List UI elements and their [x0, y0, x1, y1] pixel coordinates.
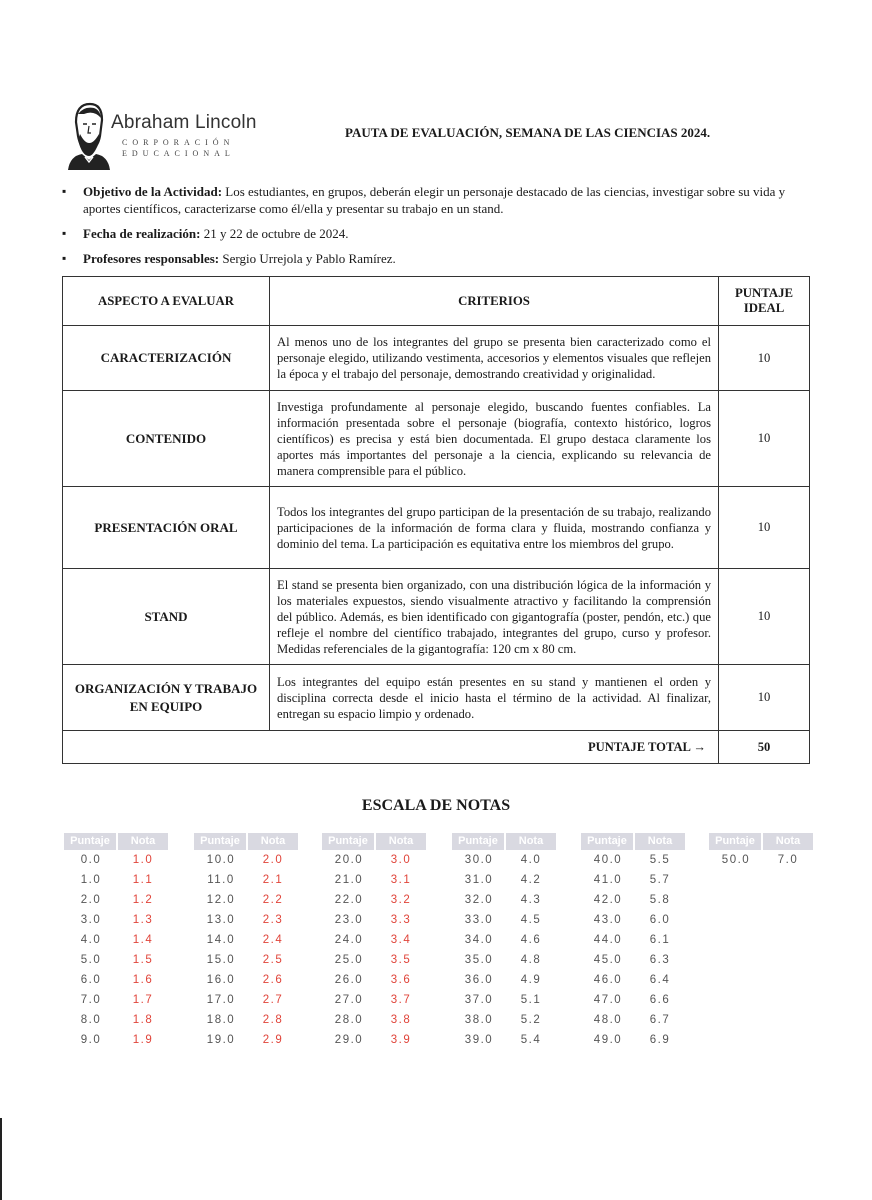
scale-row — [452, 850, 562, 870]
scale-nota: 4.5 — [520, 914, 542, 926]
table-row — [63, 569, 810, 665]
scale-puntaje: 50.0 — [721, 854, 751, 866]
scale-row — [581, 1030, 691, 1050]
scale-row — [322, 970, 432, 990]
scale-puntaje: 47.0 — [593, 994, 623, 1006]
scale-header-puntaje: Puntaje — [581, 833, 633, 850]
scale-nota: 3.5 — [390, 954, 412, 966]
scale-puntaje: 33.0 — [464, 914, 494, 926]
teachers-bullet — [62, 250, 812, 267]
total-label: PUNTAJE TOTAL → — [63, 731, 719, 764]
scale-puntaje: 19.0 — [206, 1034, 236, 1046]
bullet-text: Sergio Urrejola y Pablo Ramírez. — [219, 251, 396, 266]
scale-row — [194, 890, 304, 910]
scale-row — [581, 990, 691, 1010]
scale-puntaje: 23.0 — [334, 914, 364, 926]
scale-puntaje: 10.0 — [206, 854, 236, 866]
table-row — [63, 326, 810, 391]
scale-puntaje: 38.0 — [464, 1014, 494, 1026]
scale-row — [194, 1010, 304, 1030]
scale-nota: 1.3 — [132, 914, 154, 926]
scale-column — [709, 833, 819, 870]
scale-row — [581, 930, 691, 950]
scale-puntaje: 37.0 — [464, 994, 494, 1006]
scale-row — [322, 990, 432, 1010]
scale-row — [322, 890, 432, 910]
scale-puntaje: 27.0 — [334, 994, 364, 1006]
bullet-label: Fecha de realización: — [83, 226, 201, 241]
scale-nota: 3.6 — [390, 974, 412, 986]
scale-row — [452, 910, 562, 930]
scale-puntaje: 39.0 — [464, 1034, 494, 1046]
bullet-label: Profesores responsables: — [83, 251, 220, 266]
scale-nota: 3.3 — [390, 914, 412, 926]
document-title: PAUTA DE EVALUACIÓN, SEMANA DE LAS CIENCIAS 2024. — [345, 125, 711, 140]
scale-row — [64, 990, 174, 1010]
scale-header-puntaje: Puntaje — [322, 833, 374, 850]
scale-row — [64, 1010, 174, 1030]
scale-nota: 1.2 — [132, 894, 154, 906]
scale-row — [194, 990, 304, 1010]
scale-row — [194, 970, 304, 990]
activity-info — [62, 183, 812, 275]
scale-nota: 3.4 — [390, 934, 412, 946]
scale-row — [194, 870, 304, 890]
scale-puntaje: 25.0 — [334, 954, 364, 966]
scale-header — [322, 833, 432, 850]
scale-row — [194, 1030, 304, 1050]
scale-row — [64, 910, 174, 930]
scale-puntaje: 18.0 — [206, 1014, 236, 1026]
scale-puntaje: 49.0 — [593, 1034, 623, 1046]
scale-row — [64, 890, 174, 910]
table-row — [63, 391, 810, 487]
scale-puntaje: 0.0 — [80, 854, 102, 866]
scale-nota: 5.2 — [520, 1014, 542, 1026]
scale-nota: 4.0 — [520, 854, 542, 866]
header-score: PUNTAJE IDEAL — [719, 277, 810, 326]
scale-puntaje: 41.0 — [593, 874, 623, 886]
scale-puntaje: 20.0 — [334, 854, 364, 866]
scale-column — [452, 833, 562, 1050]
scale-row — [452, 970, 562, 990]
header-aspect: ASPECTO A EVALUAR — [63, 277, 270, 326]
scale-puntaje: 45.0 — [593, 954, 623, 966]
scale-puntaje: 35.0 — [464, 954, 494, 966]
scale-nota: 2.1 — [262, 874, 284, 886]
scale-nota: 1.4 — [132, 934, 154, 946]
header-criteria: CRITERIOS — [270, 277, 719, 326]
scale-nota: 3.0 — [390, 854, 412, 866]
logo-subtitle-1: CORPORACIÓN — [122, 138, 235, 147]
scale-row — [581, 850, 691, 870]
scale-puntaje: 5.0 — [80, 954, 102, 966]
scale-row — [452, 950, 562, 970]
scale-nota: 2.6 — [262, 974, 284, 986]
bullet-text: Los estudiantes, en grupos, deberán elegir un personaje destacado de las ciencias, investigar sobre su vida y aportes científicos, caracterizarse como él/ella y presentar su trabajo en un stand. — [83, 184, 786, 216]
scale-nota: 1.8 — [132, 1014, 154, 1026]
scale-row — [322, 910, 432, 930]
aspect-cell: CARACTERIZACIÓN — [63, 326, 270, 391]
logo-name: Abraham Lincoln — [111, 112, 257, 133]
scale-puntaje: 34.0 — [464, 934, 494, 946]
scale-nota: 6.7 — [649, 1014, 671, 1026]
table-row — [63, 665, 810, 731]
scale-nota: 3.9 — [390, 1034, 412, 1046]
scale-puntaje: 21.0 — [334, 874, 364, 886]
score-cell: 10 — [719, 326, 810, 391]
aspect-cell: STAND — [63, 569, 270, 665]
lincoln-portrait-icon — [64, 100, 112, 172]
scale-puntaje: 24.0 — [334, 934, 364, 946]
scale-nota: 4.8 — [520, 954, 542, 966]
scale-row — [709, 850, 819, 870]
scale-row — [452, 1030, 562, 1050]
scale-header-puntaje: Puntaje — [194, 833, 246, 850]
scale-puntaje: 16.0 — [206, 974, 236, 986]
criteria-cell: El stand se presenta bien organizado, con una distribución lógica de la información y los materiales expuestos, siendo visualmente atractivo y facilitando la comprensión del público. Además, es bien identificado con gigantografía (poster, pendón, etc.) que refleje el nombre del científico trabajado, integrantes del grupo, curso y profesor. Medidas referenciales de la gigantografía: 120 cm x 80 cm. — [270, 569, 719, 665]
scale-puntaje: 7.0 — [80, 994, 102, 1006]
scale-row — [64, 950, 174, 970]
scale-nota: 6.4 — [649, 974, 671, 986]
scale-row — [64, 850, 174, 870]
scale-nota: 1.6 — [132, 974, 154, 986]
scale-nota: 6.6 — [649, 994, 671, 1006]
scale-nota: 2.4 — [262, 934, 284, 946]
scale-nota: 1.7 — [132, 994, 154, 1006]
scale-nota: 2.5 — [262, 954, 284, 966]
scale-column — [322, 833, 432, 1050]
scale-nota: 3.8 — [390, 1014, 412, 1026]
scale-nota: 1.0 — [132, 854, 154, 866]
score-cell: 10 — [719, 487, 810, 569]
table-row — [63, 487, 810, 569]
scale-puntaje: 8.0 — [80, 1014, 102, 1026]
scale-row — [452, 870, 562, 890]
scale-puntaje: 40.0 — [593, 854, 623, 866]
bullet-text: 21 y 22 de octubre de 2024. — [200, 226, 349, 241]
scale-column — [194, 833, 304, 1050]
scale-row — [322, 1010, 432, 1030]
scale-nota: 1.9 — [132, 1034, 154, 1046]
scale-nota: 5.4 — [520, 1034, 542, 1046]
scale-nota: 5.1 — [520, 994, 542, 1006]
scale-row — [322, 870, 432, 890]
scale-nota: 7.0 — [777, 854, 799, 866]
scale-puntaje: 30.0 — [464, 854, 494, 866]
scale-nota: 6.0 — [649, 914, 671, 926]
scale-nota: 2.9 — [262, 1034, 284, 1046]
scale-row — [194, 910, 304, 930]
scan-margin-line — [0, 1118, 2, 1200]
scale-row — [452, 990, 562, 1010]
scale-nota: 2.0 — [262, 854, 284, 866]
scale-puntaje: 32.0 — [464, 894, 494, 906]
scale-header — [194, 833, 304, 850]
scale-row — [194, 930, 304, 950]
school-logo — [64, 100, 264, 172]
scale-row — [581, 950, 691, 970]
scale-puntaje: 9.0 — [80, 1034, 102, 1046]
scale-nota: 6.3 — [649, 954, 671, 966]
scale-nota: 5.8 — [649, 894, 671, 906]
scale-title: ESCALA DE NOTAS — [361, 797, 511, 814]
objective-bullet — [62, 183, 812, 217]
scale-header-nota: Nota — [635, 833, 685, 850]
scale-puntaje: 46.0 — [593, 974, 623, 986]
scale-nota: 2.7 — [262, 994, 284, 1006]
scale-row — [322, 930, 432, 950]
scale-row — [64, 870, 174, 890]
scale-puntaje: 28.0 — [334, 1014, 364, 1026]
scale-row — [64, 970, 174, 990]
bullet-label: Objetivo de la Actividad: — [83, 184, 223, 199]
scale-row — [581, 870, 691, 890]
total-value: 50 — [719, 731, 810, 764]
scale-header — [64, 833, 174, 850]
scale-column — [64, 833, 174, 1050]
scale-nota: 3.2 — [390, 894, 412, 906]
date-bullet — [62, 225, 812, 242]
criteria-cell: Todos los integrantes del grupo participan de la presentación de su trabajo, realizando participaciones de la información de forma clara y fluida, mostrando confianza y dominio del tema. La participación es equitativa entre los miembros del grupo. — [270, 487, 719, 569]
scale-header-nota: Nota — [506, 833, 556, 850]
scale-header-nota: Nota — [763, 833, 813, 850]
scale-row — [194, 950, 304, 970]
scale-row — [452, 930, 562, 950]
scale-header-puntaje: Puntaje — [709, 833, 761, 850]
rubric-table — [62, 276, 810, 764]
table-header-row — [63, 277, 810, 326]
scale-row — [581, 970, 691, 990]
scale-row — [322, 950, 432, 970]
scale-nota: 1.1 — [132, 874, 154, 886]
score-cell: 10 — [719, 569, 810, 665]
scale-puntaje: 43.0 — [593, 914, 623, 926]
scale-header-nota: Nota — [376, 833, 426, 850]
scale-nota: 4.2 — [520, 874, 542, 886]
scale-row — [581, 910, 691, 930]
scale-row — [581, 1010, 691, 1030]
scale-puntaje: 3.0 — [80, 914, 102, 926]
scale-header-puntaje: Puntaje — [64, 833, 116, 850]
scale-row — [581, 890, 691, 910]
score-cell: 10 — [719, 391, 810, 487]
scale-puntaje: 11.0 — [207, 874, 235, 886]
scale-nota: 3.7 — [390, 994, 412, 1006]
scale-puntaje: 48.0 — [593, 1014, 623, 1026]
scale-puntaje: 29.0 — [334, 1034, 364, 1046]
scale-nota: 2.2 — [262, 894, 284, 906]
scale-puntaje: 15.0 — [206, 954, 236, 966]
scale-column — [581, 833, 691, 1050]
scale-nota: 1.5 — [132, 954, 154, 966]
scale-nota: 4.6 — [520, 934, 542, 946]
scale-nota: 2.3 — [262, 914, 284, 926]
scale-puntaje: 22.0 — [334, 894, 364, 906]
total-row — [63, 731, 810, 764]
scale-row — [322, 850, 432, 870]
scale-header — [581, 833, 691, 850]
scale-puntaje: 2.0 — [80, 894, 102, 906]
scale-header — [452, 833, 562, 850]
scale-nota: 3.1 — [390, 874, 412, 886]
scale-puntaje: 6.0 — [80, 974, 102, 986]
score-cell: 10 — [719, 665, 810, 731]
scale-nota: 6.1 — [649, 934, 671, 946]
scale-header-puntaje: Puntaje — [452, 833, 504, 850]
criteria-cell: Los integrantes del equipo están presentes en su stand y mantienen el orden y disciplina correcta desde el inicio hasta el término de la actividad. Al finalizar, entregan su espacio limpio y ordenado. — [270, 665, 719, 731]
criteria-cell: Investiga profundamente al personaje elegido, buscando fuentes confiables. La información presentada sobre el personaje (biografía, contexto histórico, logros científicos) es precisa y está bien documentada. El grupo destaca claramente los aportes más importantes del personaje a la ciencia, explicando su relevancia de manera comprensible para el público. — [270, 391, 719, 487]
scale-header-nota: Nota — [118, 833, 168, 850]
scale-nota: 5.5 — [649, 854, 671, 866]
scale-row — [452, 1010, 562, 1030]
scale-puntaje: 1.0 — [80, 874, 102, 886]
scale-row — [64, 930, 174, 950]
aspect-cell: PRESENTACIÓN ORAL — [63, 487, 270, 569]
scale-puntaje: 42.0 — [593, 894, 623, 906]
scale-puntaje: 26.0 — [334, 974, 364, 986]
scale-puntaje: 36.0 — [464, 974, 494, 986]
scale-row — [322, 1030, 432, 1050]
scale-puntaje: 12.0 — [206, 894, 236, 906]
scale-header — [709, 833, 819, 850]
scale-nota: 4.9 — [520, 974, 542, 986]
scale-puntaje: 13.0 — [206, 914, 236, 926]
scale-puntaje: 31.0 — [464, 874, 494, 886]
aspect-cell: CONTENIDO — [63, 391, 270, 487]
scale-puntaje: 44.0 — [593, 934, 623, 946]
scale-row — [194, 850, 304, 870]
aspect-cell: ORGANIZACIÓN Y TRABAJO EN EQUIPO — [63, 665, 270, 731]
scale-row — [64, 1030, 174, 1050]
scale-row — [452, 890, 562, 910]
criteria-cell: Al menos uno de los integrantes del grupo se presenta bien caracterizado como el personaje elegido, utilizando vestimenta, accesorios y elementos visuales que reflejen la época y el trabajo del personaje, demostrando creatividad y originalidad. — [270, 326, 719, 391]
scale-puntaje: 4.0 — [80, 934, 102, 946]
scale-nota: 5.7 — [649, 874, 671, 886]
logo-subtitle-2: EDUCACIONAL — [122, 149, 235, 158]
scale-nota: 4.3 — [520, 894, 542, 906]
scale-nota: 2.8 — [262, 1014, 284, 1026]
scale-puntaje: 17.0 — [206, 994, 236, 1006]
scale-puntaje: 14.0 — [206, 934, 236, 946]
scale-nota: 6.9 — [649, 1034, 671, 1046]
scale-header-nota: Nota — [248, 833, 298, 850]
